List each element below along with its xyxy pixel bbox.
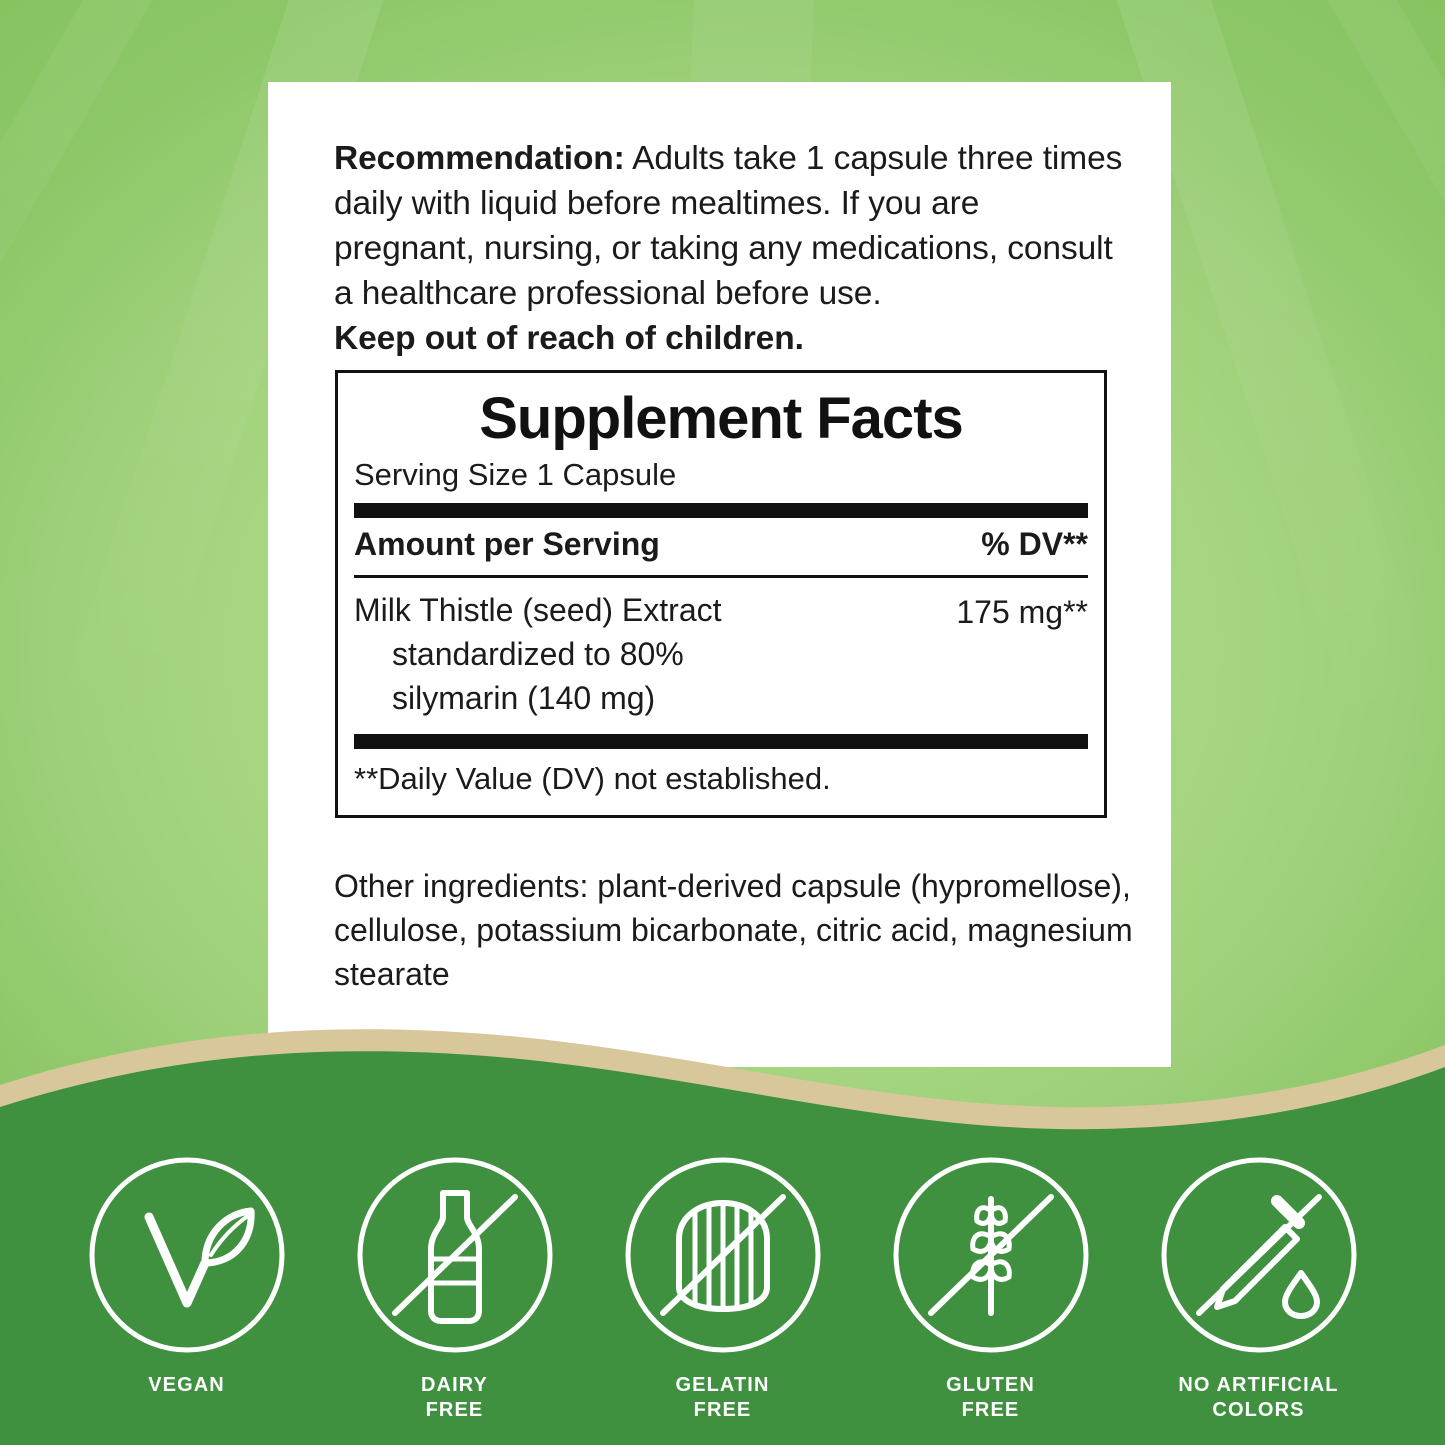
daily-value-header: % DV** — [981, 526, 1088, 562]
divider-thick-top — [354, 503, 1088, 518]
ingredient-name-line1: Milk Thistle (seed) Extract — [354, 592, 722, 628]
badge-dairy-free — [321, 1155, 589, 1423]
daily-value-footnote: **Daily Value (DV) not established. — [354, 761, 831, 796]
badge-label-line2: COLORS — [1212, 1399, 1305, 1421]
certification-badges — [0, 1155, 1445, 1423]
no-dairy-bottle-icon — [355, 1155, 555, 1355]
badge-label-line2: FREE — [425, 1399, 484, 1421]
facts-header-row — [354, 518, 1088, 571]
badge-label — [1178, 1373, 1338, 1423]
supplement-facts-title: Supplement Facts — [479, 386, 963, 451]
ingredient-name-line3: silymarin (140 mg) — [392, 680, 656, 716]
recommendation-heading: Recommendation: — [334, 140, 625, 177]
supplement-facts-box — [335, 370, 1107, 818]
badge-gluten-free — [857, 1155, 1125, 1423]
badge-label-line1: GELATIN — [675, 1374, 770, 1396]
badge-vegan — [53, 1155, 321, 1423]
badge-label — [148, 1373, 225, 1398]
no-gluten-wheat-icon — [891, 1155, 1091, 1355]
keep-out-of-reach-warning: Keep out of reach of children. — [334, 320, 804, 357]
label-panel — [268, 82, 1171, 1067]
ingredient-name-line2: standardized to 80% — [392, 636, 684, 672]
badge-label — [676, 1373, 770, 1423]
serving-size: Serving Size 1 Capsule — [354, 457, 677, 492]
badge-label-line1: VEGAN — [148, 1374, 225, 1396]
bottom-green-band — [0, 1015, 1445, 1445]
recommendation-paragraph — [334, 136, 1124, 361]
badge-label-line1: DAIRY — [421, 1374, 488, 1396]
light-ray — [1244, 0, 1445, 721]
badge-label-line2: FREE — [693, 1399, 752, 1421]
amount-per-serving-header: Amount per Serving — [354, 526, 660, 562]
no-artificial-colors-dropper-icon — [1159, 1155, 1359, 1355]
badge-gelatin-free — [589, 1155, 857, 1423]
ingredient-name — [354, 588, 874, 720]
recommendation-text: Adults take 1 capsule three times daily with liquid before mealtimes. If you are pregnant, nursing, or taking any medications, consult a healthcare professional before use. — [334, 140, 1123, 312]
other-ingredients: Other ingredients: plant-derived capsule (hypromellose), cellulose, potassium bicarbonate, citric acid, magnesium stearate — [334, 868, 1133, 992]
badge-label-line2: FREE — [961, 1399, 1020, 1421]
badge-label-line1: GLUTEN — [946, 1374, 1035, 1396]
badge-label — [946, 1373, 1035, 1423]
vegan-leaf-icon — [87, 1155, 287, 1355]
divider-thick-bottom — [354, 734, 1088, 749]
table-row — [354, 578, 1088, 726]
light-ray — [0, 0, 236, 721]
badge-label — [421, 1373, 488, 1423]
badge-no-artificial-colors — [1125, 1155, 1393, 1423]
no-gelatin-icon — [623, 1155, 823, 1355]
badge-label-line1: NO ARTIFICIAL — [1178, 1374, 1339, 1396]
ingredient-amount: 175 mg** — [956, 594, 1088, 630]
